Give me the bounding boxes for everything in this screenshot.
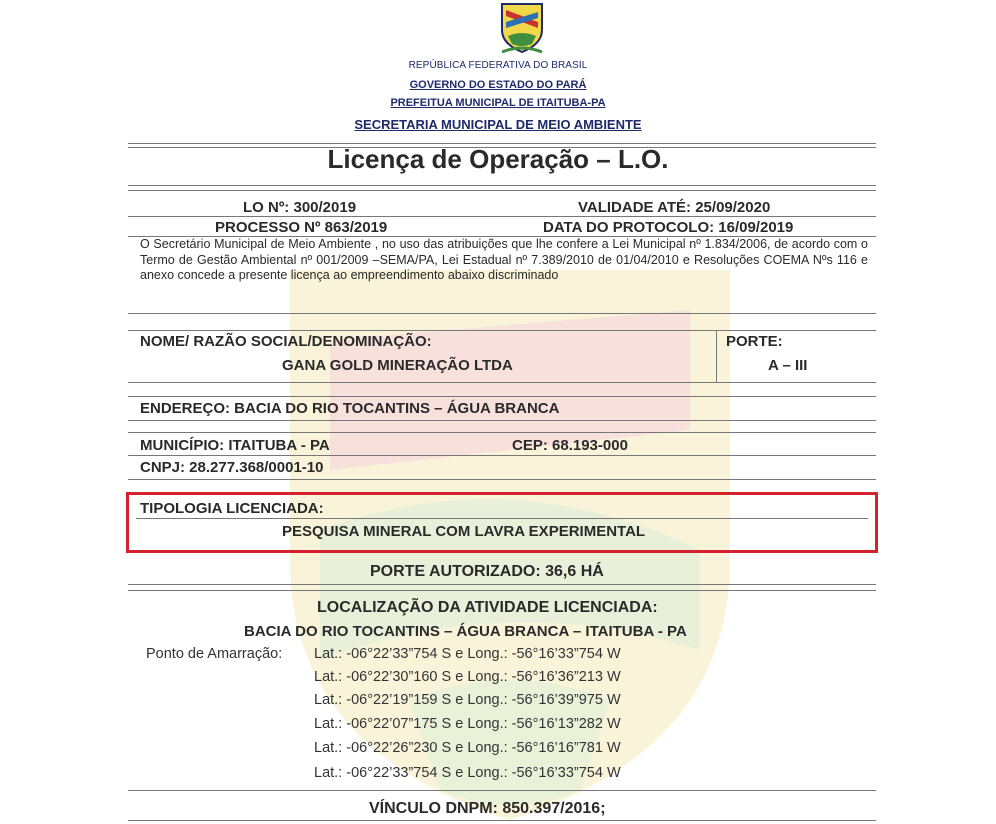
anchor-label: Ponto de Amarração:	[146, 646, 283, 662]
typology-highlight-box	[126, 492, 878, 553]
divider	[128, 420, 876, 421]
secretariat-heading: SECRETARIA MUNICIPAL DE MEIO AMBIENTE	[354, 117, 642, 132]
divider	[128, 790, 876, 791]
lo-number: LO Nº: 300/2019	[243, 199, 357, 216]
intro-paragraph: O Secretário Municipal de Meio Ambiente , no uso das atribuições que lhe confere a Lei Municipal nº 1.834/2006, de acordo com o Termo de Gestão Ambiental nº 001/2009 –SEMA/PA, Lei Estadual nº 7.389/2010 de 01/04/2010 e Resoluções COEMA Nºs 116 e anexo concede a presente licença ao empreendimento abaixo discriminado	[140, 237, 868, 282]
coordinate-point: Lat.: -06°22’26”230 S e Long.: -56°16’16”781 W	[314, 740, 621, 756]
divider	[128, 455, 876, 456]
divider	[716, 330, 717, 382]
location-value: BACIA DO RIO TOCANTINS – ÁGUA BRANCA – ITAITUBA - PA	[244, 623, 687, 640]
cep: CEP: 68.193-000	[512, 437, 628, 454]
divider	[128, 185, 876, 186]
republic-heading: REPÚBLICA FEDERATIVA DO BRASIL	[408, 60, 588, 71]
divider	[128, 396, 876, 397]
location-label: LOCALIZAÇÃO DA ATIVIDADE LICENCIADA:	[317, 599, 658, 616]
divider	[128, 820, 876, 821]
government-heading: GOVERNO DO ESTADO DO PARÁ	[409, 79, 587, 91]
coordinate-point: Lat.: -06°22’33”754 S e Long.: -56°16’33”754 W	[314, 765, 621, 781]
prefecture-heading: PREFEITUA MUNICIPAL DE ITAITUBA-PA	[390, 97, 606, 109]
divider	[128, 330, 876, 331]
address-line	[140, 400, 559, 417]
address-label: ENDEREÇO	[140, 400, 226, 417]
size-value: A – III	[768, 357, 808, 374]
divider	[128, 584, 876, 585]
coordinate-point: Lat.: -06°22’33”754 S e Long.: -56°16’33”754 W	[314, 646, 621, 662]
company-name-value: GANA GOLD MINERAÇÃO LTDA	[282, 357, 513, 374]
divider	[128, 479, 876, 480]
dnpm-link: VÍNCULO DNPM: 850.397/2016;	[369, 800, 606, 817]
authorized-size: PORTE AUTORIZADO: 36,6 HÁ	[370, 563, 604, 580]
company-name-label: NOME/ RAZÃO SOCIAL/DENOMINAÇÃO:	[140, 333, 432, 350]
divider	[128, 590, 876, 591]
divider	[128, 216, 876, 217]
coordinate-point: Lat.: -06°22’19”159 S e Long.: -56°16’39”975 W	[314, 692, 621, 708]
coordinate-point: Lat.: -06°22’07”175 S e Long.: -56°16’13”282 W	[314, 716, 621, 732]
validity-date: VALIDADE ATÉ: 25/09/2020	[578, 199, 771, 216]
process-number: PROCESSO Nº 863/2019	[215, 219, 388, 236]
divider	[128, 313, 876, 314]
address-value: : BACIA DO RIO TOCANTINS – ÁGUA BRANCA	[225, 400, 560, 417]
typology-value: PESQUISA MINERAL COM LAVRA EXPERIMENTAL	[282, 523, 646, 540]
coordinate-point: Lat.: -06°22’30”160 S e Long.: -56°16’36”213 W	[314, 669, 621, 685]
municipality: MUNICÍPIO: ITAITUBA - PA	[140, 437, 330, 454]
document-title: Licença de Operação – L.O.	[327, 144, 669, 174]
divider	[128, 190, 876, 191]
divider	[128, 382, 876, 383]
coat-of-arms-icon	[496, 0, 548, 58]
typology-label: TIPOLOGIA LICENCIADA:	[140, 500, 324, 517]
divider	[128, 432, 876, 433]
cnpj: CNPJ: 28.277.368/0001-10	[140, 459, 324, 476]
protocol-date: DATA DO PROTOCOLO: 16/09/2019	[543, 219, 794, 236]
size-label: PORTE:	[726, 333, 783, 350]
